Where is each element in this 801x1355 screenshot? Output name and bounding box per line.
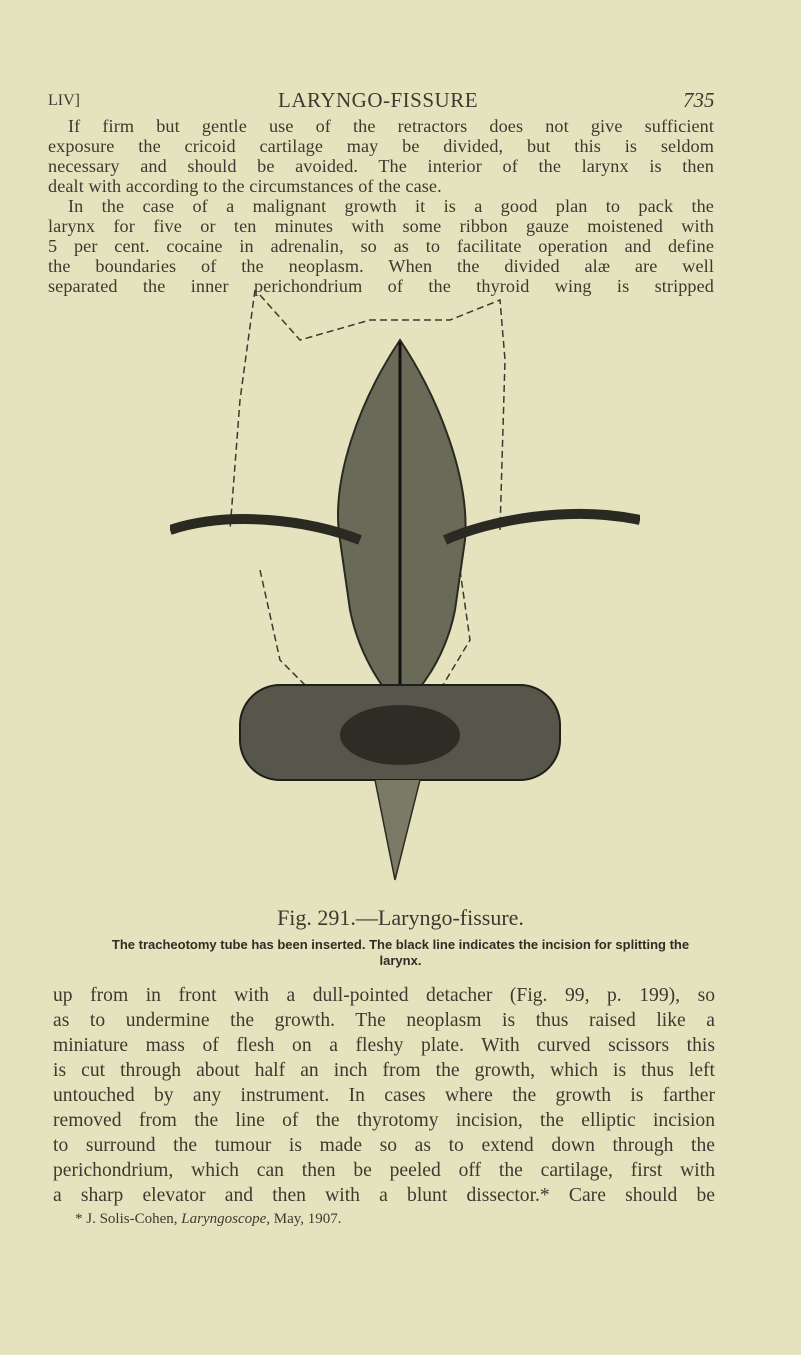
page-title: LARYNGO-FISSURE bbox=[278, 88, 479, 112]
footnote-author: J. Solis-Cohen, bbox=[86, 1211, 178, 1227]
text-line: exposure the cricoid cartilage may be divided, but this is seldom bbox=[48, 136, 714, 156]
text-line: a sharp elevator and then with a blunt dissector.* Care should be bbox=[53, 1185, 715, 1206]
footnote-marker: * bbox=[75, 1211, 83, 1227]
text-line: 5 per cent. cocaine in adrenalin, so as to facilitate operation and define bbox=[48, 236, 714, 256]
text-line: as to undermine the growth. The neoplasm is thus raised like a bbox=[53, 1010, 715, 1031]
left-outline-dashed bbox=[230, 290, 255, 530]
text-line: If firm but gentle use of the retractors does not give sufficient bbox=[68, 116, 714, 136]
figure-title: Fig. 291.—Laryngo-fissure. bbox=[277, 905, 524, 930]
tube-opening bbox=[340, 705, 460, 765]
page-number: 735 bbox=[683, 88, 715, 112]
chapter-number: LIV] bbox=[48, 92, 80, 109]
trachea bbox=[375, 780, 420, 880]
figure-caption: The tracheotomy tube has been inserted. The black line indicates the incision for splitting the bbox=[111, 937, 690, 952]
text-line: larynx for five or ten minutes with some ribbon gauze moistened with bbox=[48, 216, 714, 236]
text-line: perichondrium, which can then be peeled off the cartilage, first with bbox=[53, 1160, 715, 1181]
text-line: up from in front with a dull-pointed detacher (Fig. 99, p. 199), so bbox=[53, 985, 715, 1006]
text-line: to surround the tumour is made so as to extend down through the bbox=[53, 1135, 715, 1156]
text-line: is cut through about half an inch from the growth, which is thus left bbox=[53, 1060, 715, 1081]
text-line: the boundaries of the neoplasm. When the divided alæ are well bbox=[48, 256, 714, 276]
footnote-date: May, 1907. bbox=[273, 1211, 342, 1227]
text-line: necessary and should be avoided. The interior of the larynx is then bbox=[48, 156, 714, 176]
larynx-body bbox=[338, 340, 465, 710]
figure-caption-cont: larynx. bbox=[379, 953, 422, 968]
footnote-journal: Laryngoscope, bbox=[181, 1211, 271, 1227]
text-line: removed from the line of the thyrotomy incision, the elliptic incision bbox=[53, 1110, 715, 1131]
text-line: dealt with according to the circumstances of the case. bbox=[48, 176, 442, 196]
text-line: untouched by any instrument. In cases where the growth is farther bbox=[53, 1085, 715, 1106]
text-line: In the case of a malignant growth it is a good plan to pack the bbox=[68, 196, 714, 216]
footnote bbox=[75, 1211, 342, 1228]
text-line: miniature mass of flesh on a fleshy plate. With curved scissors this bbox=[53, 1035, 715, 1056]
larynx-illustration bbox=[170, 280, 640, 890]
text-line: separated the inner perichondrium of the thyroid wing is stripped bbox=[48, 276, 714, 296]
